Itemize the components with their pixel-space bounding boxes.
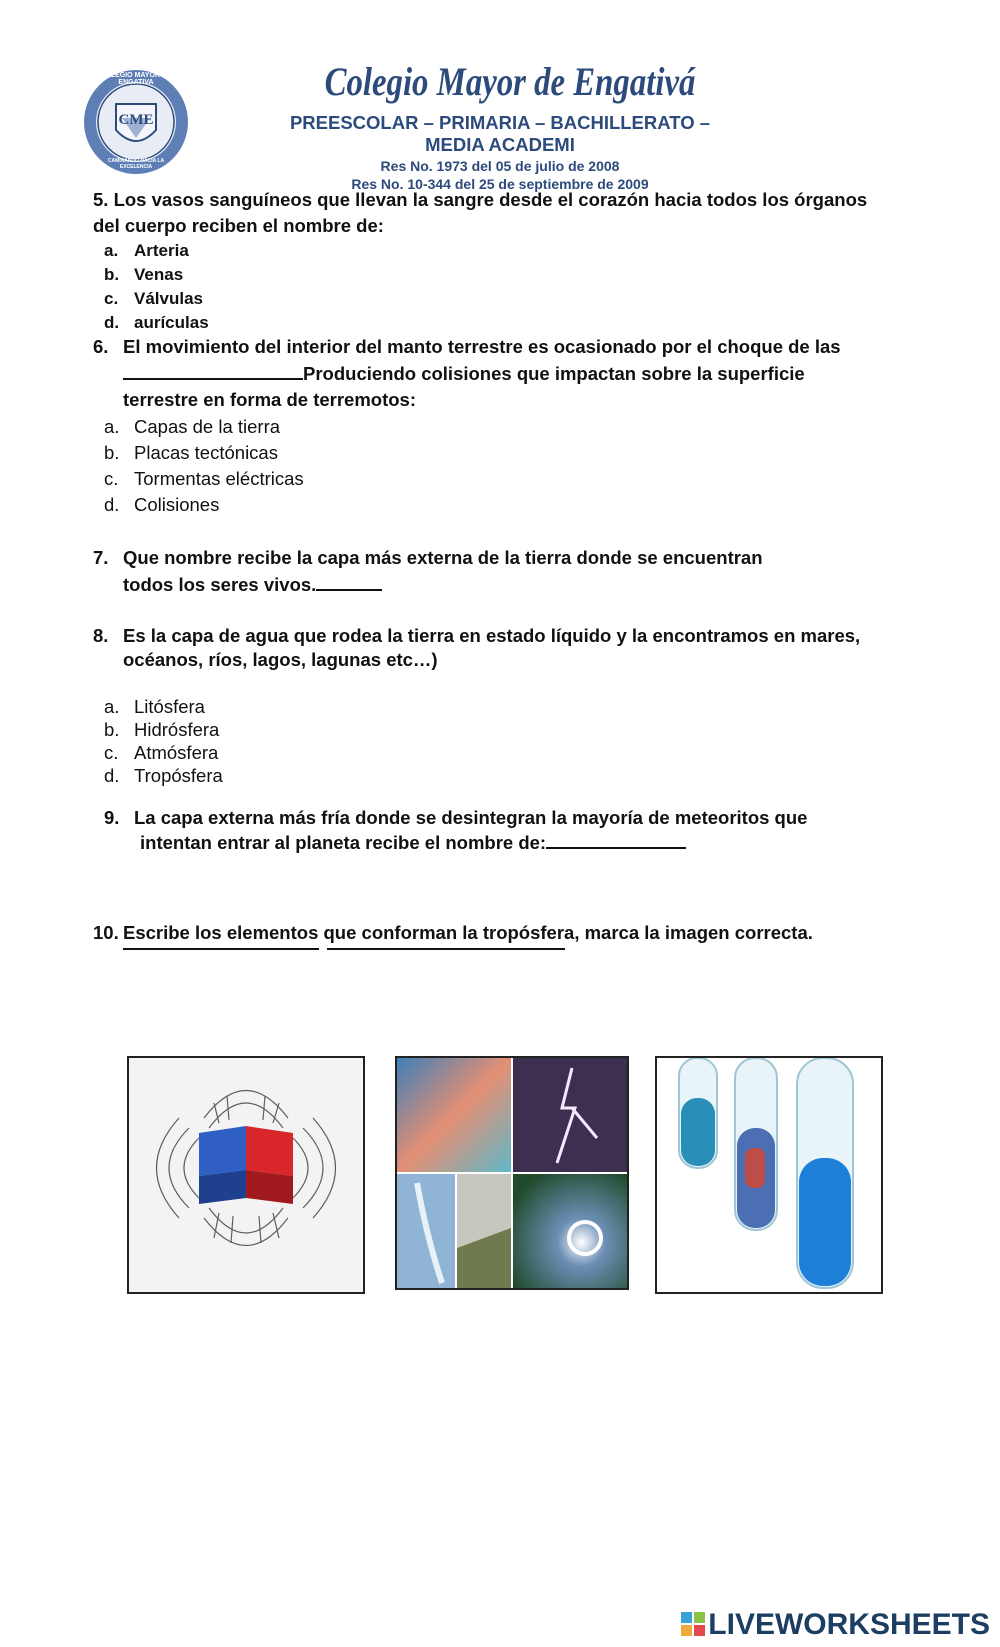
question-8-line2: océanos, ríos, lagos, lagunas etc…) — [123, 649, 438, 670]
q6-answer-blank[interactable] — [123, 360, 303, 380]
question-9-line2: intentan entrar al planeta recibe el nombre de: — [140, 832, 547, 853]
school-levels — [240, 112, 760, 156]
q5-option-b[interactable]: b. Venas — [104, 265, 184, 284]
question-8-number: 8. — [93, 625, 109, 646]
q10-answer-blank-1[interactable] — [123, 948, 319, 950]
school-seal — [82, 68, 190, 176]
question-6 — [93, 334, 973, 413]
resolution-1: Res No. 1973 del 05 de julio de 2008 — [380, 158, 620, 174]
q8-option-a[interactable]: a. Litósfera — [104, 696, 205, 717]
question-7-line2: todos los seres vivos. — [123, 574, 317, 595]
question-10-number: 10. — [93, 922, 119, 943]
question-5-line1: 5. Los vasos sanguíneos que llevan la sangre desde el corazón hacia todos los órganos — [93, 189, 868, 210]
levels-line2: MEDIA ACADEMI — [425, 134, 575, 155]
q8-option-c[interactable]: c. Atmósfera — [104, 742, 219, 763]
liveworksheets-icon — [681, 1610, 705, 1634]
q9-answer-blank[interactable] — [546, 829, 686, 849]
levels-line1: PREESCOLAR – PRIMARIA – BACHILLERATO – — [289, 112, 711, 133]
magnet-image[interactable] — [127, 1056, 365, 1294]
resolution-2: Res No. 10-344 del 25 de septiembre de 2009 — [351, 176, 649, 192]
question-8 — [93, 623, 983, 671]
q5-option-a[interactable]: a. Arteria — [104, 241, 189, 260]
seal-title: COLEGIO MAYOR DE ENGATIVA — [100, 72, 172, 86]
question-7 — [93, 545, 973, 598]
question-10-line1: Escribe los elementos que conforman la tropósfera, marca la imagen correcta. — [123, 922, 813, 943]
q5-options — [104, 239, 209, 335]
q8-options — [104, 695, 223, 787]
question-5 — [93, 187, 973, 239]
q6-option-d[interactable]: d. Colisiones — [104, 494, 220, 515]
question-9-number: 9. — [104, 807, 120, 828]
q7-answer-blank[interactable] — [316, 571, 382, 591]
q8-option-b[interactable]: b. Hidrósfera — [104, 719, 220, 740]
liveworksheets-text: LIVEWORKSHEETS — [708, 1608, 990, 1641]
question-7-line1: Que nombre recibe la capa más externa de la tierra donde se encuentran — [123, 547, 763, 568]
question-6-line3: terrestre en forma de terremotos: — [123, 389, 417, 410]
question-8-line1: Es la capa de agua que rodea la tierra en estado líquido y la encontramos en mares, — [123, 625, 861, 646]
test-tubes-image[interactable] — [655, 1056, 883, 1294]
question-9-line1: La capa externa más fría donde se desintegran la mayoría de meteoritos que — [134, 807, 808, 828]
question-7-number: 7. — [93, 547, 109, 568]
q10-answer-blank-2[interactable] — [327, 948, 565, 950]
question-5-line2: del cuerpo reciben el nombre de: — [93, 215, 384, 236]
q6-option-a[interactable]: a. Capas de la tierra — [104, 416, 281, 437]
seal-monogram: CME — [118, 112, 154, 128]
question-6-line1: El movimiento del interior del manto terrestre es ocasionado por el choque de las — [123, 336, 841, 357]
question-6-number: 6. — [93, 336, 109, 357]
q8-option-d[interactable]: d. Tropósfera — [104, 765, 223, 786]
question-10 — [93, 920, 983, 946]
question-6-line2: Produciendo colisiones que impactan sobre la superficie — [303, 363, 805, 384]
q6-option-b[interactable]: b. Placas tectónicas — [104, 442, 278, 463]
weather-phenomena-image[interactable] — [395, 1056, 629, 1290]
q6-option-c[interactable]: c. Tormentas eléctricas — [104, 468, 304, 489]
q5-option-c[interactable]: c. Válvulas — [104, 289, 203, 308]
q6-options — [104, 414, 304, 518]
question-9 — [104, 806, 974, 854]
liveworksheets-logo[interactable] — [681, 1608, 990, 1642]
q5-option-d[interactable]: d. aurículas — [104, 313, 209, 332]
school-name: Colegio Mayor de Engativá — [324, 59, 696, 104]
seal-motto: CAMINANDO HACIA LA EXCELENCIA — [107, 158, 165, 170]
